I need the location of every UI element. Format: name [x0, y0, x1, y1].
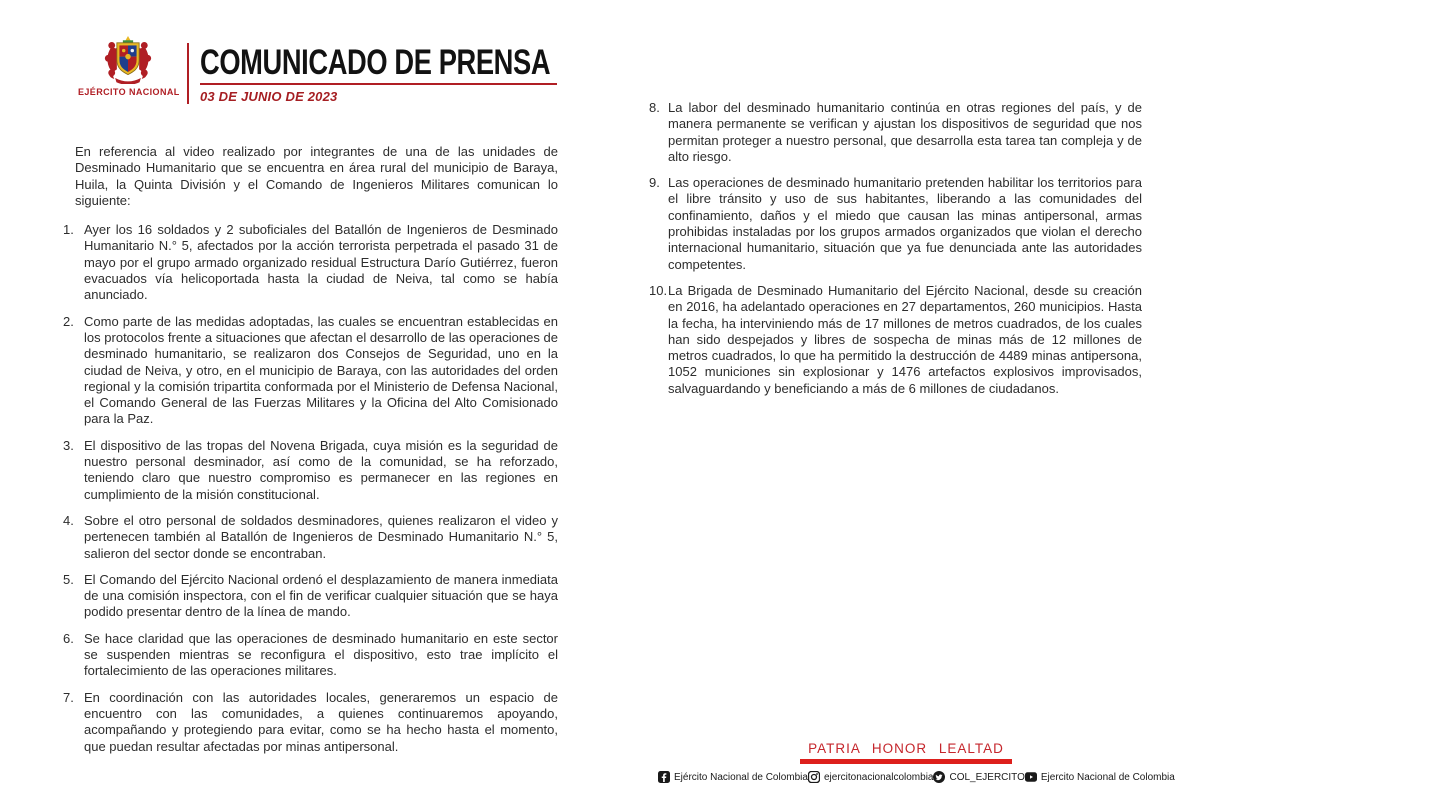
- list-item-8: [649, 100, 1142, 165]
- item-number: 5.: [63, 571, 74, 587]
- left-column: [63, 144, 558, 755]
- social-label: Ejercito Nacional de Colombia: [1040, 771, 1175, 783]
- list-item-4: [63, 513, 558, 562]
- instagram-icon: [808, 771, 820, 783]
- item-number: 8.: [649, 100, 660, 115]
- item-text: Ayer los 16 soldados y 2 suboficiales del Batallón de Ingenieros de Desminado Humanitario N.° 5, afectados por la acción terrorista perpetrada el pasado 31 de mayo por el grupo armado organizado residual Estructura Darío Gutiérrez, fueron evacuados vía helicoportada hasta la ciudad de Neiva, tal como se había anunciado.: [84, 222, 558, 303]
- title-underline: [200, 83, 557, 85]
- social-row: [658, 771, 1175, 783]
- item-text: La labor del desminado humanitario continúa en otras regiones del país, y de manera permanente se verifican y ajustan los dispositivos de seguridad que nos permitan proteger a nuestro personal, que desarrolla esta tarea tan compleja y de alto riesgo.: [668, 100, 1142, 164]
- intro-paragraph: En referencia al video realizado por integrantes de una de las unidades de Desminado Humanitario que se encuentra en área rural del municipio de Baraya, Huila, la Quinta División y el Comando de Ingenieros Militares comunican lo siguiente:: [75, 144, 558, 208]
- list-item-2: [63, 314, 558, 428]
- document-date: 03 DE JUNIO DE 2023: [200, 89, 338, 104]
- title-block: [200, 45, 649, 104]
- item-text: La Brigada de Desminado Humanitario del Ejército Nacional, desde su creación en 2016, ha adelantado operaciones en 27 departamentos, 260 municipios. Hasta la fecha, ha interviniendo más de 17 millones de metros cuadrados, de los cuales han sido despejados y libres de sospecha de minas más de 12 millones de metros cuadrados, lo que ha permitido la destrucción de 4489 minas antipersona, 1052 municiones sin explosionar y 1476 artefactos explosivos improvisados, salvaguardando y beneficiando a más de 6 millones de ciudadanos.: [668, 282, 1142, 396]
- item-text: Se hace claridad que las operaciones de desminado humanitario en este sector se suspenden mientras se reconfigura el dispositivo, esto trae implícito el fortalecimiento de las operaciones militares.: [84, 630, 558, 679]
- item-text: Como parte de las medidas adoptadas, las cuales se encuentran establecidas en los protocolos frente a situaciones que afectan el desarrollo de las operaciones de desminado humanitario, se realizaron dos Consejos de Seguridad, uno en la ciudad de Neiva, y otro, en el municipio de Baraya, con las autoridades del orden regional y la comisión tripartita conformada por el Ministerio de Defensa Nacional, el Comando General de las Fuerzas Militares y la Oficina del Alto Comisionado para la Paz.: [84, 313, 558, 427]
- list-item-5: [63, 572, 558, 621]
- item-text: Las operaciones de desminado humanitario pretenden habilitar los territorios para el libre tránsito y uso de sus habitantes, liberando a las comunidades del confinamiento, daños y el miedo que causan las minas antipersonal, armas prohibidas instaladas por los grupos armados organizados que violan el derecho internacional humanitario, situación que ya fue denunciada ante las autoridades competentes.: [668, 175, 1142, 272]
- youtube-icon: [1025, 771, 1037, 783]
- list-item-3: [63, 438, 558, 503]
- item-number: 4.: [63, 512, 74, 528]
- item-number: 9.: [649, 175, 660, 191]
- motto-text: PATRIA HONOR LEALTAD: [808, 741, 1004, 756]
- list-item-1: [63, 222, 558, 303]
- social-label: Ejército Nacional de Colombia: [674, 771, 808, 783]
- facebook-icon: [658, 771, 670, 783]
- item-text: En coordinación con las autoridades locales, generaremos un espacio de encuentro con las comunidades, a quienes continuaremos apoyando, acompañando y protegiendo para evitar, como se ha hecho hasta el momento, que puedan resultar afectadas por minas antipersonal.: [84, 689, 558, 754]
- item-text: El dispositivo de las tropas del Novena Brigada, cuya misión es la seguridad de nuestro personal desminador, así como de la comunidad, se ha reforzado, teniendo claro que nuestro compromiso es permanecer en las regiones en cumplimiento de la misión constitucional.: [84, 437, 558, 502]
- list-item-10: [649, 283, 1142, 397]
- item-number: 1.: [63, 222, 74, 238]
- item-number: 10.: [649, 282, 668, 298]
- social-label: ejercitonacionalcolombia: [823, 771, 934, 783]
- item-number: 2.: [63, 313, 74, 329]
- header-divider: [187, 43, 189, 104]
- social-instagram[interactable]: [808, 771, 934, 783]
- social-twitter[interactable]: [933, 771, 1024, 783]
- list-item-9: [649, 175, 1142, 273]
- twitter-icon: [933, 771, 945, 783]
- item-number: 7.: [63, 689, 74, 705]
- army-crest-icon: [102, 36, 154, 84]
- page-title: COMUNICADO DE PRENSA: [200, 43, 551, 82]
- item-text: El Comando del Ejército Nacional ordenó el desplazamiento de manera inmediata de una comisión inspectora, con el fin de verificar cualquier situación que se haya podido presentar dentro de la línea de mando.: [84, 571, 558, 620]
- item-number: 3.: [63, 437, 74, 453]
- list-item-7: [63, 690, 558, 755]
- item-number: 6.: [63, 630, 74, 646]
- org-name: EJÉRCITO NACIONAL: [78, 87, 180, 97]
- army-logo: [78, 36, 178, 97]
- social-facebook[interactable]: [658, 771, 808, 783]
- social-youtube[interactable]: [1025, 771, 1175, 783]
- list-item-6: [63, 631, 558, 680]
- right-column: [649, 100, 1142, 397]
- item-text: Sobre el otro personal de soldados desminadores, quienes realizaron el video y pertenecen también al Batallón de Ingenieros de Desminado Humanitario N.° 5, salieron del sector donde se encontraban.: [84, 512, 558, 561]
- motto-underline-bar: [800, 759, 1012, 764]
- social-label: COL_EJERCITO: [949, 771, 1025, 783]
